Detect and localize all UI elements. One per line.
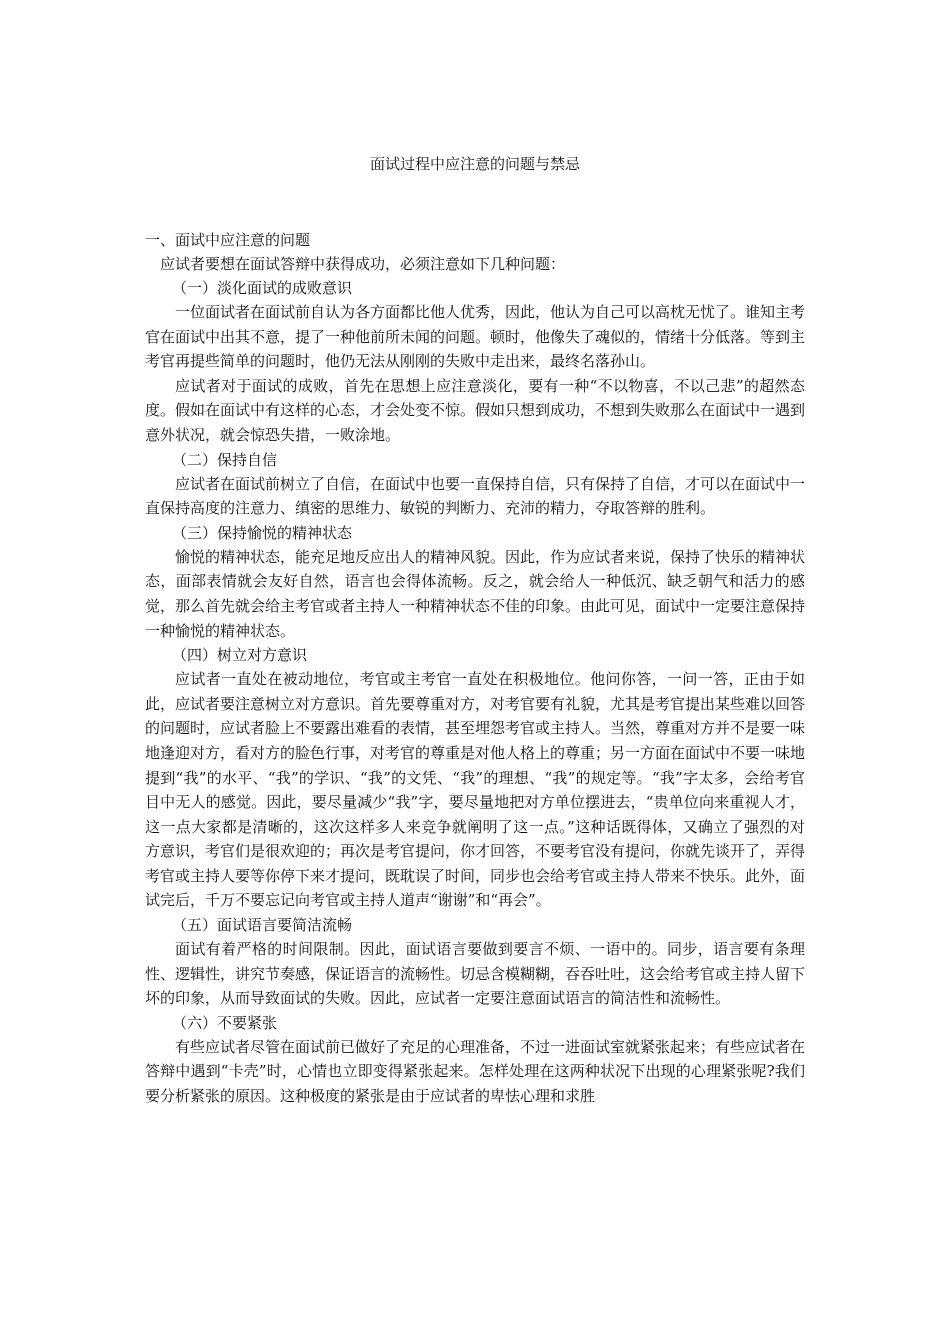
document-title: 面试过程中应注意的问题与禁忌 <box>369 155 580 173</box>
paragraph-1b: 应试者对于面试的成败，首先在思想上应注意淡化，要有一种“不以物喜，不以己悲”的超然态度。假如在面试中有这样的心态，才会处变不惊。假如只想到成功，不想到失败那么在面试中一遇到意外状况，就会惊恐失措，一败涂地。 <box>145 376 806 444</box>
paragraph-2: 应试者在面试前树立了自信，在面试中也要一直保持自信，只有保持了自信，才可以在面试中一直保持高度的注意力、缜密的思维力、敏锐的判断力、充沛的精力，夺取答辩的胜利。 <box>145 474 806 518</box>
paragraph-6: 有些应试者尽管在面试前已做好了充足的心理准备，不过一进面试室就紧张起来；有些应试者在答辩中遇到“卡壳”时，心情也立即变得紧张起来。怎样处理在这两种状况下出现的心理紧张呢?我们要分析紧张的原因。这种极度的紧张是由于应试者的卑怯心理和求胜 <box>145 1037 806 1106</box>
paragraph-1a: 一位面试者在面试前自认为各方面都比他人优秀，因此，他认为自己可以高枕无忧了。谁知主考官在面试中出其不意，提了一种他前所未闻的问题。顿时，他像失了魂似的，情绪十分低落。等到主考官再提些简单的问题时，他仍无法从刚刚的失败中走出来，最终名落孙山。 <box>145 303 806 371</box>
subheading-6: （六）不要紧张 <box>172 1013 278 1032</box>
paragraph-4: 应试者一直处在被动地位，考官或主考官一直处在积极地位。他问你答，一问一答，正由于如此，应试者要注意树立对方意识。首先要尊重对方，对考官要有礼貌，尤其是考官提出某些难以回答的问题时，应试者脸上不要露出难看的表情，甚至埋怨考官或主持人。当然，尊重对方并不是要一味地逢迎对方，看对方的脸色行事，对考官的尊重是对他人格上的尊重；另一方面在面试中不要一味地提到“我”的水平、“我”的学识、“我”的文凭、“我”的理想、“我”的规定等。“我”字太多，会给考官目中无人的感觉。因此，要尽量减少“我”字，要尽量地把对方单位摆进去，“贵单位向来重视人才，这一点大家都是清晰的，这次这样多人来竞争就阐明了这一点。”这种话既得体，又确立了强烈的对方意识，考官们是很欢迎的；再次是考官提问，你才回答，不要考官没有提问，你就先谈开了，弄得考官或主持人要等你停下来才提问，既耽误了时间，同步也会给考官或主持人带来不快乐。此外，面试完后，千万不要忘记向考官或主持人道声“谢谢”和“再会”。 <box>145 670 806 910</box>
document-page <box>145 0 805 1344</box>
subheading-1: （一）淡化面试的成败意识 <box>172 279 353 297</box>
subheading-4: （四）树立对方意识 <box>172 646 308 665</box>
paragraph-5: 面试有着严格的时间限制。因此，面试语言要做到要言不烦、一语中的。同步，语言要有条理性、逻辑性，讲究节奏感，保证语言的流畅性。切忌含模糊糊，吞吞吐吐，这会给考官或主持人留下坏的印象，从而导致面试的失败。因此，应试者一定要注意面试语言的简洁性和流畅性。 <box>145 940 806 1008</box>
paragraph-3: 愉悦的精神状态，能充足地反应出人的精神风貌。因此，作为应试者来说，保持了快乐的精神状态，面部表情就会友好自然，语言也会得体流畅。反之，就会给人一种低沉、缺乏朝气和活力的感觉，那么首先就会给主考官或者主持人一种精神状态不佳的印象。由此可见，面试中一定要注意保持一种愉悦的精神状态。 <box>145 547 806 640</box>
subheading-2: （二）保持自信 <box>172 450 278 469</box>
intro-paragraph: 应试者要想在面试答辩中获得成功，必须注意如下几种问题： <box>160 255 566 273</box>
document-body <box>145 228 805 1109</box>
section-heading: 一、面试中应注意的问题 <box>145 231 311 249</box>
subheading-5: （五）面试语言要简洁流畅 <box>172 916 353 935</box>
subheading-3: （三）保持愉悦的精神状态 <box>172 523 353 542</box>
